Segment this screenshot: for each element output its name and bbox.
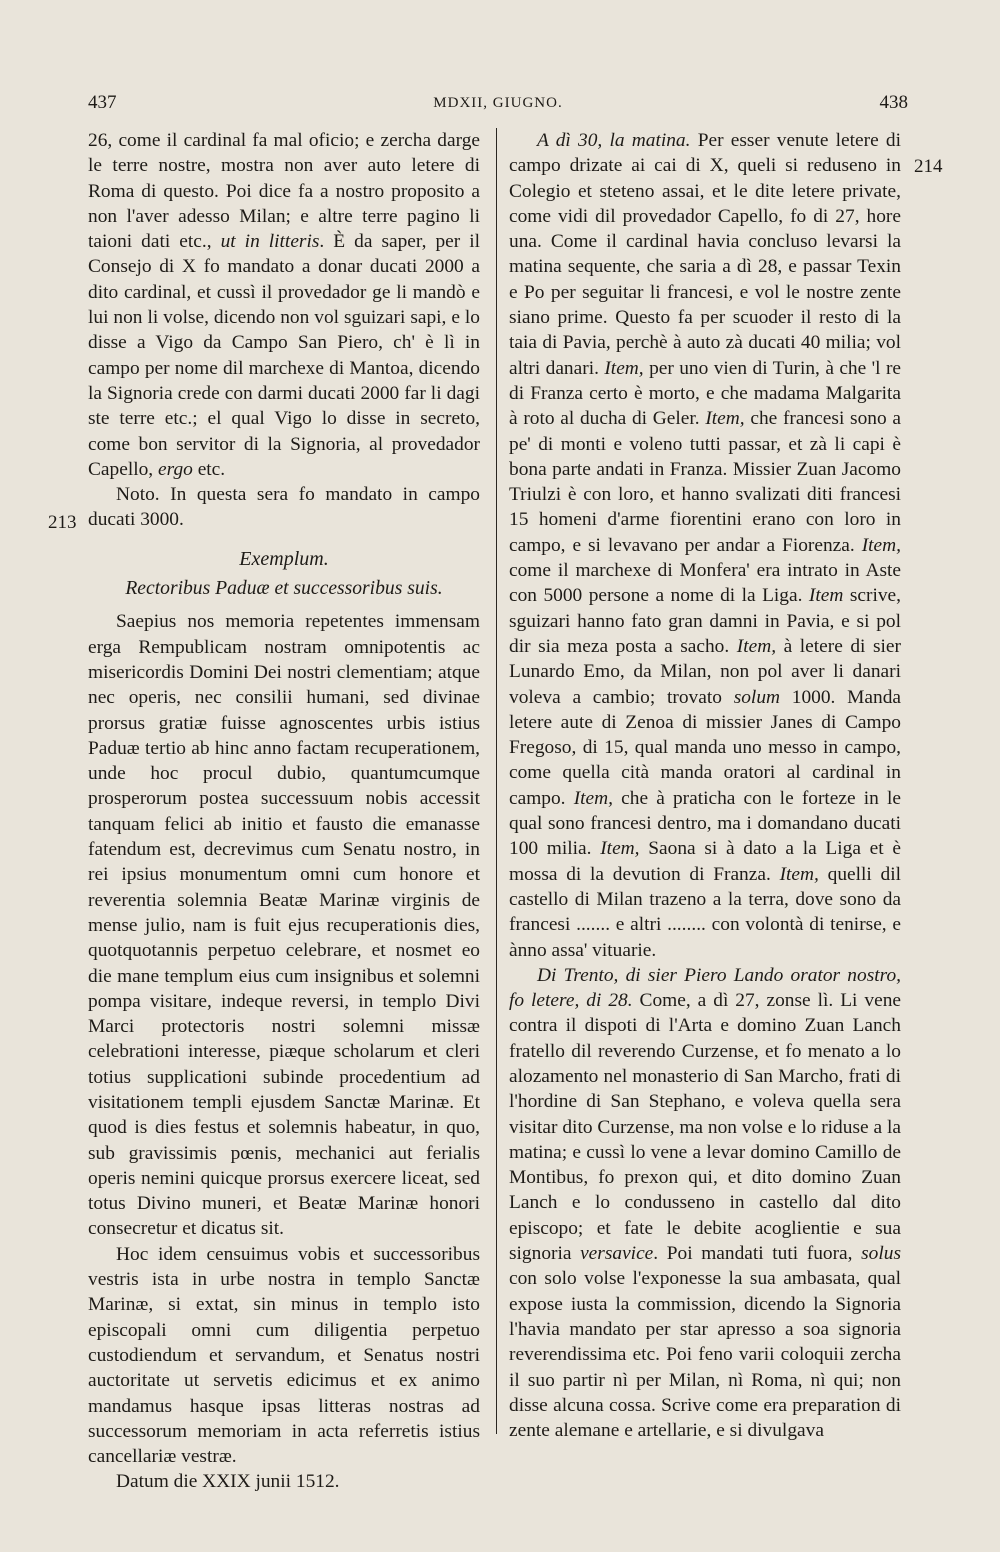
running-title: MDXII, GIUGNO. (433, 95, 563, 111)
text-run: per uno vien di Turin, à che 'l re di Franza certo è morto, e che madama Malgarita à roto al ducha di Geler. (509, 357, 902, 430)
text-run: quelli dil castello di Milan trazeno a la terra, dove sono da francesi ....... e altri ........ con volontà di tenirse, e ànno assa' vituarie. (509, 863, 901, 961)
text-run: . Poi mandati tuti fuora, (653, 1243, 862, 1265)
left-column (88, 128, 480, 1495)
text-run: che francesi sono a pe' di monti e voleno tutti passar, et zà li capi è bona parte andati in Franza. Missier Zuan Jacomo Triulzi è con loro, et hanno svalizati diti francesi 15 homeni d'arme fiorentini erano con loro in campo, e si levavano per andar a Fiorenza. (509, 408, 901, 556)
running-header (88, 92, 908, 122)
left-paragraph-2: Noto. In questa sera fo mandato in campo ducati 3000. (88, 484, 480, 531)
italic-run: A dì 30, la matina. (537, 130, 691, 151)
right-column (509, 128, 901, 1443)
italic-run: Item, (604, 357, 644, 379)
italic-run: Di Trento, di sier Piero Lando orator nostro, fo letere, di 28. (509, 964, 901, 1012)
text-run: 26, come il cardinal fa mal oficio; e zercha darge le terre nostre, mostra non aver auto letere di Roma di questo. Poi dice fa a nostro proposito a non l'aver adesso Milan; e altre terre pagino li taioni dati etc., (88, 130, 480, 253)
text-run: Per esser venute letere di campo drizate ai cai di X, queli si reduseno in Colegio et steteno assai, et le dite letere private, come vidi dil provedador Capello, fo di 27, hore una. Come il cardinal havia concluso levarsi la matina sequente, che saria a dì 28, e passar Texin e Po per seguitar li francesi, e vol le nostre zente siano prime. Questo fa per scuoder il resto di la taia di Pavia, perchè à auto zà ducati 40 milia; vol altri danari. (509, 130, 902, 379)
right-paragraph-2 (509, 963, 901, 1444)
italic-run: Item, (573, 787, 613, 809)
italic-run: Item, (861, 534, 901, 556)
latin-paragraph-1: Saepius nos memoria repetentes immensam erga Rempublicam nostram omnipotentis ac misericordis Domini Dei nostri clementiam; atque nec operis, nec consilii humani, sed divinae prorsus gratiæ fuisse agnoscentes urbis istius Paduæ tertio ab hinc anno factam recuperationem, unde hoc procul dubio, quantumcumque prosperorum postea successuum nobis accessit tanquam felici ab initio et fausto die emanasse fatendum est, decrevimus cum Senatu nostro, in rei ipsius monumentum omni cum honore et reverentia solemnia Beatæ Marinæ virginis de mense julio, nam is fuit ejus recuperationis dies, quotquotannis perpetuo celebrare, et nosmet eo die mane templum eius cum insignibus et solemni pompa visitare, indeque reversi, in templo Divi Marci protectoris nostri solemni missæ celebrationi interesse, piæque scholarum et cleri totius supplicationi subinde procedentium ad visitationem templi ejusdem Sanctæ Marinæ. Et quod is dies festus et solemnis habeatur, in quo, sub gravissimis pœnis, mechanici aut ferialis operis nemini quicque prorsus exercere liceat, sed totus Divino muneri, et Beatæ Marinæ honori consecretur et dicatus sit. (88, 611, 480, 1240)
text-run: . È da saper, per il Consejo di X fo mandato a donar ducati 2000 a dito cardinal, et cussì il provedador ge li mandò e lui non li volse, dicendo non vol sguizari sapi, e lo disse a Vigo da Campo San Piero, ch' è lì in campo per nome dil marchexe di Mantoa, dicendo la Signoria crede con darmi ducati 2000 far li dagi ste terre etc.; el qual Vigo lo disse in secreto, come bon servitor di la Signoria, al provedador Capello, (88, 231, 481, 480)
text-run: 1000. Manda letere aute di Zenoa di missier Janes di Campo Fregoso, di 15, qual manda uno messo in campo, come quella cità manda oratori al cardinal in campo. (509, 686, 901, 809)
right-paragraph-1 (509, 128, 901, 963)
page-number-left: 437 (88, 92, 117, 113)
text-run: che à praticha con le forteze in le qual sono francesi dentro, ma i domandano ducati 100 milia. (509, 787, 901, 860)
italic-run: Item (808, 585, 844, 607)
datum-line: Datum die XXIX junii 1512. (116, 1471, 340, 1493)
exemplum-heading: Exemplum. (239, 547, 329, 570)
italic-run: solum (733, 686, 781, 708)
italic-run: Item, (736, 635, 777, 657)
text-run: scrive, sguizari hanno fato gran damni in Pavia, e si pol dir sia meza posta a sacho. (509, 585, 901, 657)
text-run: con solo volse l'exponesse la sua ambasata, qual expose iusta la commission, dicendo la Signoria l'havia mandato per star apresso a soa signoria reverendissima etc. Poi feno varii coloquii zercha il suo partir nì per Milan, nì Roma, nì qui; non disse alcuna cossa. Scrive come era preparation di zente alemane e artellarie, e si divulgava (509, 1268, 901, 1442)
italic-run: solus (861, 1243, 901, 1265)
italic-run: ergo (158, 458, 193, 480)
text-run: Come, a dì 27, zonse lì. Li vene contra il dispoti di l'Arta e domino Zuan Lanch fratello dil reverendo Curzense, et fo menato a lo alozamento nel monasterio di San Marcho, frati di l'hordine di San Stephano, e voleva quella sera visitar dito Curzense, ma non volse e lo riduse a la matina; e cussì lo vene a levar domino Camillo de Montibus, fo prexon qui, et dito domino Zuan Lanch e lo condusseno in castello dal dito episcopo; et fate le debite acoglientie e sua signoria (509, 990, 902, 1265)
page-number-right: 438 (879, 92, 908, 113)
text-run: à letere di sier Lunardo Emo, da Milan, non pol aver li danari voleva a cambio; trovato (509, 635, 901, 708)
italic-run: versavice (580, 1243, 654, 1265)
latin-paragraph-2: Hoc idem censuimus vobis et successoribus vestris ista in urbe nostra in templo Sanctæ Marinæ, si extat, sin minus in templo isto episcopali omni cum diligentia perpetuo custodiendum et servandum, et Senatus nostri auctoritate ut servetis edicimus et ex animo mandamus hasque ipsas litteras nostras ad successorum memoriam in acta referretis istius cancellariæ vestræ. (88, 1243, 480, 1468)
italic-run: ut in litteris (220, 231, 320, 253)
column-divider (496, 128, 497, 1434)
italic-run: Item, (705, 408, 745, 430)
exemplum-subheading: Rectoribus Paduæ et successoribus suis. (125, 578, 443, 600)
text-run: Saona si à dato a la Liga et è mossa di la devution di Franza. (509, 838, 901, 885)
text-run: come il marchexe di Monfera' era intrato in Aste con 5000 persone a nome di la Liga. (509, 560, 901, 607)
italic-run: Item, (779, 863, 819, 885)
margin-number-right: 214 (914, 156, 943, 177)
left-paragraph-1 (88, 128, 480, 482)
text-run: etc. (192, 458, 226, 480)
margin-number-left: 213 (48, 512, 77, 533)
italic-run: Item, (600, 838, 640, 860)
